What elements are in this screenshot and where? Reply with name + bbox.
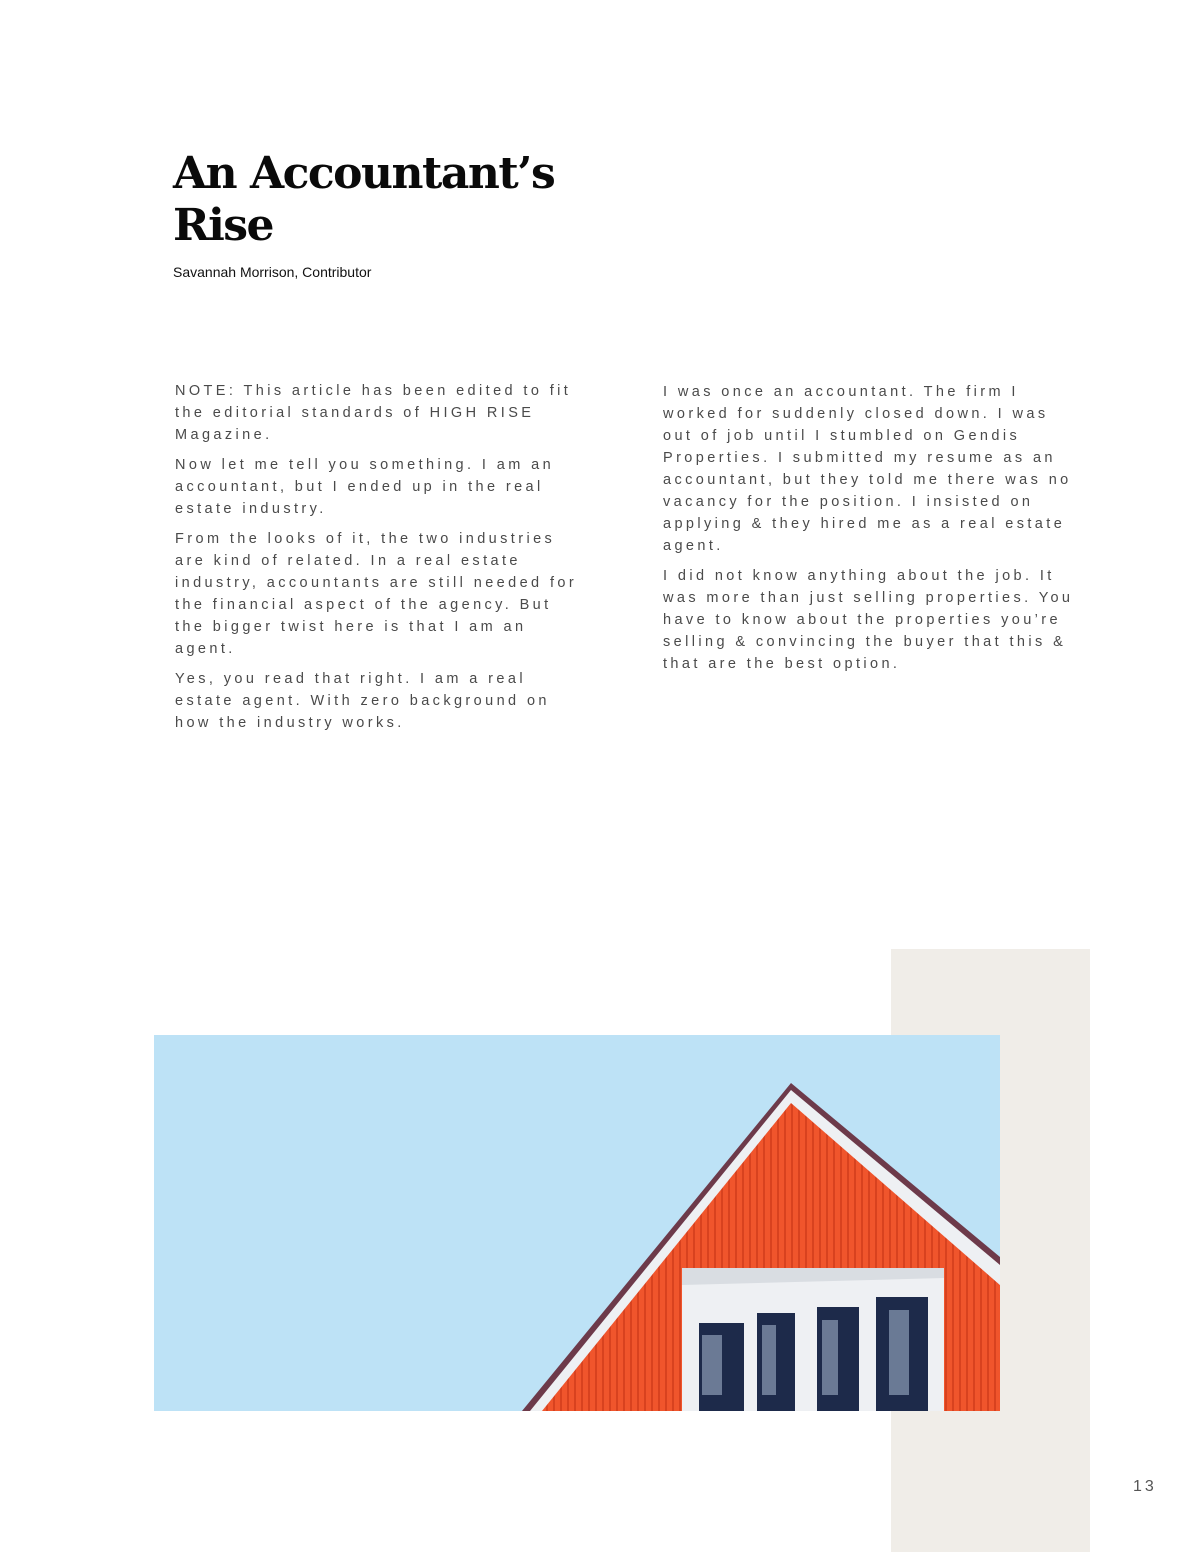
paragraph: I was once an accountant. The firm I worked for suddenly closed down. I was out of job until I stumbled on Gendis Properties. I submitted my resume as an accountant, but they told me there was no vacancy for the position. I insisted on applying & they hired me as a real estate agent. <box>663 384 1072 554</box>
right-column <box>663 381 1083 683</box>
paragraph: From the looks of it, the two industries are kind of related. In a real estate industry, accountants are still needed for the financial aspect of the agency. But the bigger twist here is that I am an agent. <box>175 531 578 657</box>
title-line-1: An Accountant’s <box>173 148 555 199</box>
house-photo <box>154 1035 1000 1411</box>
byline: Savannah Morrison, Contributor <box>173 264 372 280</box>
paragraph-note: NOTE: This article has been edited to fit the editorial standards of HIGH RISE Magazine. <box>175 383 572 443</box>
article-title <box>173 148 593 252</box>
page-number: 13 <box>1133 1478 1157 1495</box>
house-illustration <box>154 1035 1000 1411</box>
title-line-2: Rise <box>173 200 274 251</box>
paragraph: I did not know anything about the job. It was more than just selling properties. You have to know about the properties you’re selling & convincing the buyer that this & that are the best option. <box>663 568 1074 672</box>
paragraph: Now let me tell you something. I am an accountant, but I ended up in the real estate industry. <box>175 457 555 517</box>
paragraph: Yes, you read that right. I am a real estate agent. With zero background on how the industry works. <box>175 671 550 731</box>
left-column <box>175 380 585 742</box>
